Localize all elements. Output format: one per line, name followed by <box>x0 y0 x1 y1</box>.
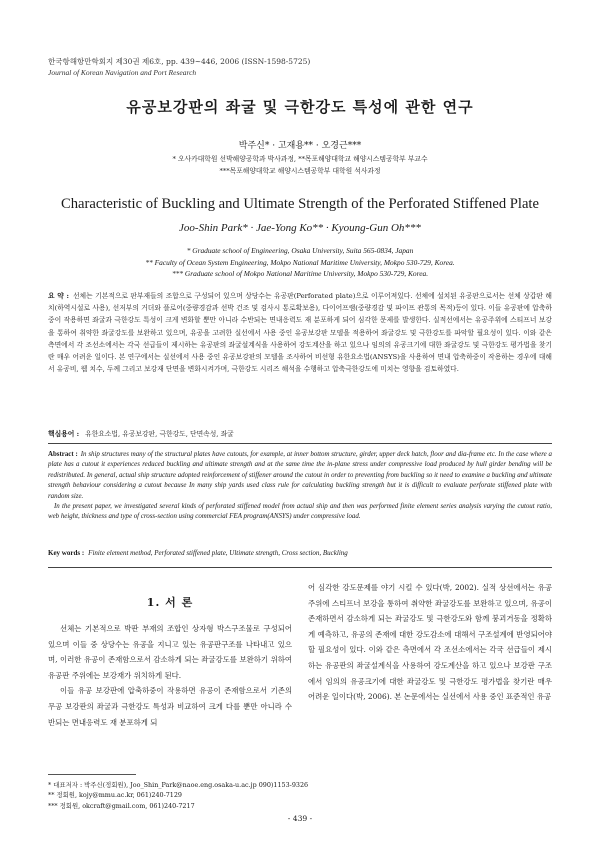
affiliation-en-line: *** Graduate school of Mokpo National Maritime University, Mokpo 530-729, Korea. <box>171 269 429 278</box>
divider <box>48 567 552 568</box>
keywords-en-label: Key words : <box>48 549 85 557</box>
journal-name-en: Journal of Korean Navigation and Port Research <box>48 68 197 77</box>
divider <box>48 443 552 444</box>
keywords-ko-text: 유한요소법, 유공보강판, 극한강도, 단면속성, 좌굴 <box>85 430 234 438</box>
affiliation-en-line: ** Faculty of Ocean System Engineering, Mokpo National Maritime University, Mokpo 530-729, Korea. <box>145 257 455 267</box>
right-column <box>308 580 552 705</box>
footnote: * 대표저자 : 박주신(정회원), Joo_Shin_Park@naoe.eng.osaka-u.ac.jp 090)1153-9326 <box>48 781 309 789</box>
affiliation-ko-line: * 오사카대학원 선박해양공학과 박사과정, **목포해양대학교 해양시스템공학부 부교수 <box>172 155 428 163</box>
authors-english: Joo-Shin Park* · Jae-Yong Ko** · Kyoung-Gun Oh*** <box>179 222 421 234</box>
footnotes <box>48 780 348 811</box>
title-korean: 유공보강판의 좌굴 및 극한강도 특성에 관한 연구 <box>126 98 474 116</box>
journal-citation: 한국항해항만학회지 제30권 제6호, pp. 439~446, 2006 (ISSN-1598-5725) <box>48 57 311 66</box>
abstract-en-para1: In ship structures many of the structural plates have cutouts, for example, at inner bottom structure, girder, upper deck hatch, floor and dia-frame etc. In the case where a plate has a cutout it experiences reduced buckling and ultimate strength and at the same time the in-plane stress under compressive load produced by hull girder bending will be redistributed. In general, actual ship structure adopted reinforcement of stiffener around the cutout in order to preventing from buckling so it need to examine a buckling and ultimate strength behaviour considering a cutout because In many ship yards used class rule for calculating buckling strength but it is difficult to evaluate perforate stiffened plate with random size. <box>48 451 552 500</box>
footnote: *** 정회원, okcraft@gmail.com, 061)240-7217 <box>48 801 195 810</box>
title-english: Characteristic of Buckling and Ultimate Strength of the Perforated Stiffened Plate <box>61 196 539 212</box>
abstract-ko-label: 요 약 : <box>48 292 69 300</box>
left-column <box>48 621 292 730</box>
affiliations-english <box>0 245 600 280</box>
page-number: - 439 - <box>287 814 313 823</box>
footnote: ** 정회원, kojy@mmu.ac.kr, 061)240-7129 <box>48 791 182 800</box>
abstract-en-para2: In the present paper, we investigated several kinds of perforated stiffened model from actual ship and then was performed finite element series analysis varying the cutout ratio, web height, thickness and type of cross-section using commercial FEA program(ANSYS) under compressive load. <box>48 503 552 521</box>
affiliation-en-line: * Graduate school of Engineering, Osaka University, Suita 565-0834, Japan <box>186 246 414 255</box>
abstract-en-label: Abstract : <box>48 451 78 458</box>
abstract-english <box>48 450 552 523</box>
affiliation-ko-line: ***목포해양대학교 해양시스템공학부 대학원 석사과정 <box>219 167 381 175</box>
affiliations-korean <box>0 153 600 177</box>
authors-korean: 박주신* · 고재용** · 오경근*** <box>238 141 362 151</box>
body-paragraph: 어 심각한 강도문제를 야기 시킬 수 있다(박, 2002). 실적 상선에서는 유공주위에 스티프너 보강을 통하여 취약한 좌굴강도를 보완하고 있으며, 유공이 존재하면서 감소하게 되는 좌굴강도 및 극한강도와 함께 붕괴거동을 정확하게 예측하고, 유공의 존재에 대한 강도감소에 대해서 구조설계에 반영되어야 할 필요성이 있다. 이와 같은 측면에서 각 조선소에서는 각국 선급들이 제시하는 유공판의 좌굴설계식을 사용하여 강도계산을 하고 있으나 보강판 구조에서 임의의 유공크기에 대한 좌굴강도 및 극한강도 평가법을 찾기란 매우 어려운 일이다(박, 2006). 본 논문에서는 실선에서 사용 중인 표준적인 유공 <box>308 583 552 702</box>
abstract-korean <box>48 290 552 375</box>
keywords-korean <box>48 428 552 438</box>
journal-header <box>48 56 310 78</box>
keywords-en-text: Finite element method, Perforated stiffened plate, Ultimate strength, Cross section, Buckling <box>88 549 348 557</box>
body-paragraph: 선체는 기본적으로 박판 부재의 조합인 상자형 박스구조물로 구성되어 있으며 이들 중 상당수는 유공을 지니고 있는 유공판구조를 나타내고 있으며, 이러한 유공이 존재함으로서 감소하게 되는 좌굴강도를 보완하기 위하여 유공판 주위에는 보강재가 위치하게 된다. <box>48 624 292 680</box>
footnote-rule <box>48 774 136 775</box>
abstract-ko-text: 선체는 기본적으로 판부재들의 조합으로 구성되어 있으며 상당수는 유공판(Perforated plate)으로 이루어져있다. 선체에 설치된 유공판으로서는 선체 상갑판 해치(하역시설로 사용), 선저부의 거더와 플로어(중량경감과 선박 건조 및 검사시 통로확보용), 다이어프램(중량경감 및 파이프 관통의 목적)등이 있다. 이들 유공판에 압축하중이 작용하면 좌굴과 극한강도 특성이 크게 변화할 뿐만 아니라 수반되는 면내응력도 재 분포하게 되어 심각한 문제를 발생한다. 실적선에서는 유공주위에 스티프너 보강을 통하여 취약한 좌굴강도를 보완하고 있으며, 유공을 고려한 실선에서 사용 중인 유공보강판 모델을 적용하여 좌굴강도 및 극한강도를 파악할 필요성이 있다. 이와 같은 측면에서 각 조선소에서는 각국 선급들이 제시하는 유공판의 좌굴설계식을 사용하여 강도계산을 하고 있으나 임의의 유공크기에 대한 좌굴강도 및 극한강도 평가법을 찾기란 매우 어려운 일이다. 본 연구에서는 실선에서 사용 중인 유공보강판의 모델을 조사하여 비선형 유한요소법(ANSYS)을 사용하여 면내 압축하중이 작용하는 경우에 대해서 유공비, 웹 치수, 두께 그리고 보강재 단면을 변화시켜가며, 극한강도 시리즈 해석을 수행하고 압축극한강도에 미치는 영향을 검토하였다. <box>48 292 552 374</box>
keywords-english <box>48 549 552 557</box>
section-heading-introduction: 1. 서 론 <box>146 596 194 609</box>
keywords-ko-label: 핵심용어 : <box>48 430 80 438</box>
body-paragraph: 이들 유공 보강판에 압축하중이 작용하면 유공이 존재함으로서 기존의 무공 보강판의 좌굴과 극한강도 특성과 비교하여 크게 다를 뿐만 아니라 수반되는 면내응력도 재 분포하게 되 <box>48 686 292 727</box>
